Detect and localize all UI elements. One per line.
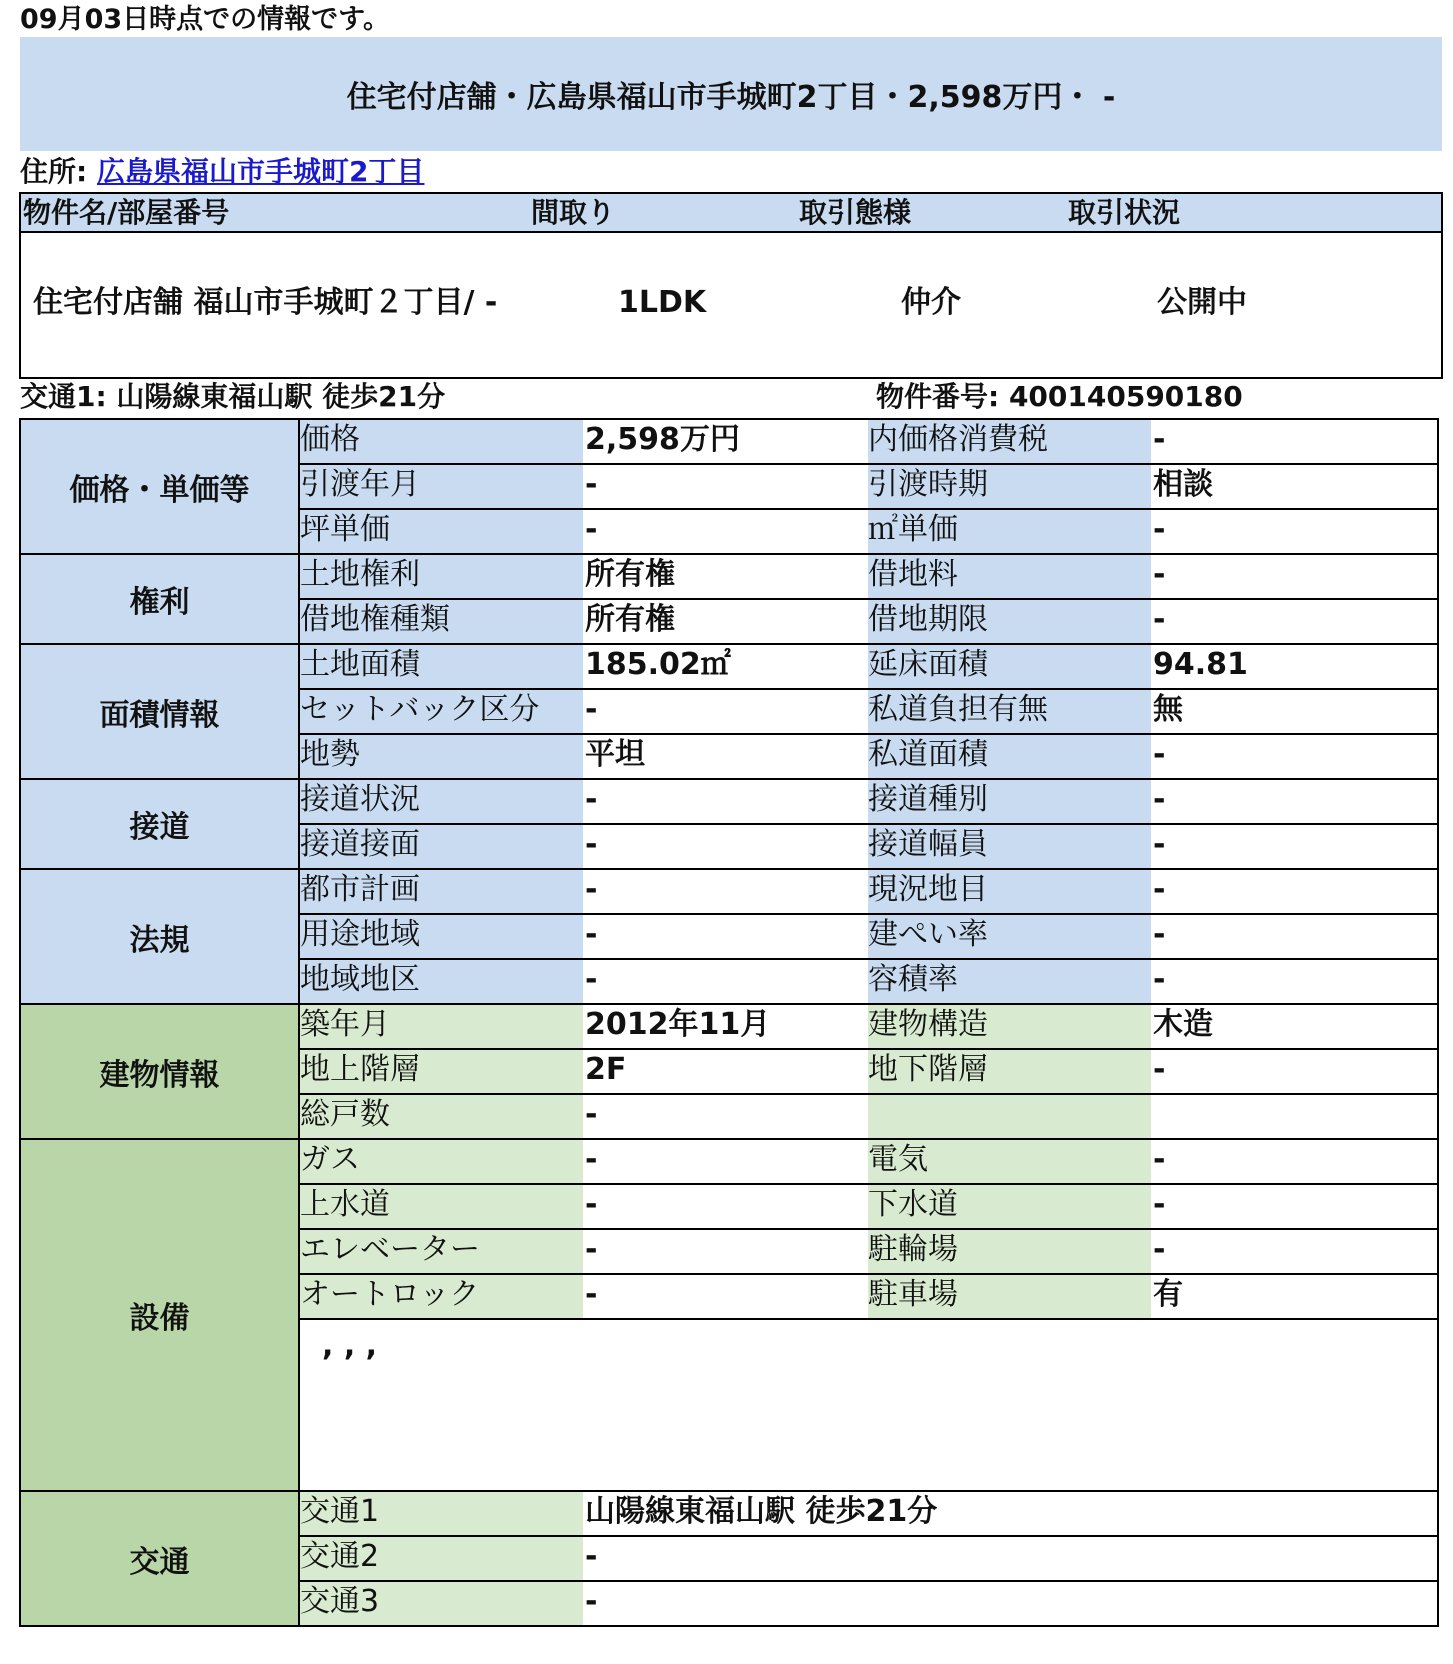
field-label: 引渡時期 bbox=[868, 465, 1151, 508]
field-label: 延床面積 bbox=[868, 645, 1151, 688]
field-value: 無 bbox=[1153, 692, 1183, 727]
field-value: - bbox=[1153, 827, 1166, 862]
field-label: 交通2 bbox=[300, 1537, 583, 1580]
field-label: 上水道 bbox=[300, 1185, 583, 1228]
address-line bbox=[20, 154, 424, 190]
field-label: 価格 bbox=[300, 420, 583, 463]
field-label: 引渡年月 bbox=[300, 465, 583, 508]
table-row bbox=[300, 463, 1439, 508]
table-row bbox=[300, 598, 1439, 643]
field-label: 接道接面 bbox=[300, 825, 583, 868]
table-row bbox=[300, 733, 1439, 778]
summary-name: 住宅付店舗 福山市手城町２丁目/ - bbox=[33, 285, 498, 320]
remarks-text: , , , bbox=[322, 1328, 378, 1363]
table-row bbox=[300, 1535, 1439, 1580]
field-label: 総戸数 bbox=[300, 1095, 583, 1138]
section-label: 建物情報 bbox=[19, 1003, 300, 1140]
field-value: - bbox=[1153, 962, 1166, 997]
section-label: 権利 bbox=[19, 553, 300, 645]
field-label: 坪単価 bbox=[300, 510, 583, 553]
field-value: 2,598万円 bbox=[585, 422, 740, 457]
field-value: 相談 bbox=[1153, 467, 1213, 502]
table-row bbox=[300, 958, 1439, 1003]
field-value: - bbox=[585, 782, 598, 817]
section-label: 法規 bbox=[19, 868, 300, 1005]
table-row bbox=[300, 1580, 1439, 1625]
date-note: 09月03日時点での情報です。 bbox=[20, 4, 390, 35]
field-label: 接道幅員 bbox=[868, 825, 1151, 868]
field-value: - bbox=[1153, 737, 1166, 772]
field-label: 私道負担有無 bbox=[868, 690, 1151, 733]
table-right-border bbox=[1437, 418, 1439, 1627]
field-label: 接道状況 bbox=[300, 780, 583, 823]
field-label: 土地面積 bbox=[300, 645, 583, 688]
field-value: - bbox=[585, 872, 598, 907]
field-label: 借地料 bbox=[868, 555, 1151, 598]
section-label: 交通 bbox=[19, 1490, 300, 1627]
field-label: 地上階層 bbox=[300, 1050, 583, 1093]
field-label: 借地期限 bbox=[868, 600, 1151, 643]
summary-status: 公開中 bbox=[1157, 285, 1247, 320]
property-number: 物件番号: 400140590180 bbox=[876, 380, 1243, 413]
field-value: - bbox=[585, 917, 598, 952]
field-label: 容積率 bbox=[868, 960, 1151, 1003]
remarks-cell bbox=[300, 1318, 1439, 1490]
address-link[interactable]: 広島県福山市手城町2丁目 bbox=[96, 155, 425, 188]
table-row bbox=[300, 508, 1439, 553]
table-row bbox=[300, 1093, 1439, 1138]
field-label: 地下階層 bbox=[868, 1050, 1151, 1093]
field-value: - bbox=[1153, 1052, 1166, 1087]
field-value: - bbox=[585, 1142, 598, 1177]
field-label: 地勢 bbox=[300, 735, 583, 778]
table-row bbox=[300, 868, 1439, 913]
field-value: - bbox=[585, 512, 598, 547]
field-label: ㎡単価 bbox=[868, 510, 1151, 553]
listing-title: 住宅付店舗・広島県福山市手城町2丁目・2,598万円・ - bbox=[346, 80, 1116, 115]
field-label: エレベーター bbox=[300, 1230, 583, 1273]
field-value: 木造 bbox=[1153, 1007, 1213, 1042]
field-value bbox=[1151, 1095, 1441, 1138]
field-label: 下水道 bbox=[868, 1185, 1151, 1228]
field-value: 平坦 bbox=[585, 737, 645, 772]
field-value: - bbox=[585, 1097, 598, 1132]
table-row bbox=[300, 1183, 1439, 1228]
field-label: 駐輪場 bbox=[868, 1230, 1151, 1273]
field-value: - bbox=[585, 1584, 598, 1619]
header-name: 物件名/部屋番号 bbox=[23, 196, 230, 229]
field-label: 電気 bbox=[868, 1140, 1151, 1183]
transit-line: 交通1: 山陽線東福山駅 徒歩21分 bbox=[20, 380, 446, 413]
table-row bbox=[300, 778, 1439, 823]
field-label: 交通3 bbox=[300, 1582, 583, 1625]
field-value: - bbox=[1153, 917, 1166, 952]
field-label: 駐車場 bbox=[868, 1275, 1151, 1318]
field-label: 築年月 bbox=[300, 1005, 583, 1048]
field-value: 有 bbox=[1153, 1277, 1183, 1312]
field-label: オートロック bbox=[300, 1275, 583, 1318]
field-label bbox=[868, 1095, 1151, 1138]
field-label: 私道面積 bbox=[868, 735, 1151, 778]
summary-layout: 1LDK bbox=[618, 285, 707, 320]
field-value: - bbox=[585, 962, 598, 997]
field-label: ガス bbox=[300, 1140, 583, 1183]
table-row bbox=[300, 1003, 1439, 1048]
field-label: 借地権種類 bbox=[300, 600, 583, 643]
field-value: - bbox=[585, 1539, 598, 1574]
header-deal: 取引態様 bbox=[799, 196, 912, 229]
field-value: - bbox=[1153, 1142, 1166, 1177]
field-value: - bbox=[1153, 422, 1166, 457]
field-value: - bbox=[1153, 1232, 1166, 1267]
table-row bbox=[300, 1273, 1439, 1318]
field-label: 建物構造 bbox=[868, 1005, 1151, 1048]
field-label: 交通1 bbox=[300, 1492, 583, 1535]
field-value: 185.02㎡ bbox=[585, 647, 731, 682]
field-value: 2F bbox=[585, 1052, 627, 1087]
header-status: 取引状況 bbox=[1068, 196, 1181, 229]
field-label: セットバック区分 bbox=[300, 690, 583, 733]
field-value: 所有権 bbox=[585, 602, 675, 637]
address-label: 住所: bbox=[20, 155, 88, 188]
table-row bbox=[300, 1228, 1439, 1273]
field-value: - bbox=[1153, 782, 1166, 817]
field-value: - bbox=[1153, 557, 1166, 592]
field-value: - bbox=[585, 692, 598, 727]
field-label: 現況地目 bbox=[868, 870, 1151, 913]
field-label: 都市計画 bbox=[300, 870, 583, 913]
field-value: 2012年11月 bbox=[585, 1007, 771, 1042]
listing-title-banner bbox=[20, 37, 1442, 151]
section-label: 設備 bbox=[19, 1138, 300, 1492]
field-value: - bbox=[585, 1277, 598, 1312]
field-value: - bbox=[1153, 872, 1166, 907]
field-value: 所有権 bbox=[585, 557, 675, 592]
summary-deal: 仲介 bbox=[901, 285, 961, 320]
section-label: 価格・単価等 bbox=[19, 418, 300, 555]
header-layout: 間取り bbox=[531, 196, 616, 229]
field-label: 建ぺい率 bbox=[868, 915, 1151, 958]
table-row bbox=[300, 913, 1439, 958]
table-row bbox=[300, 1048, 1439, 1093]
field-label: 内価格消費税 bbox=[868, 420, 1151, 463]
table-row bbox=[300, 688, 1439, 733]
field-value: 山陽線東福山駅 徒歩21分 bbox=[585, 1494, 938, 1529]
section-label: 接道 bbox=[19, 778, 300, 870]
field-value: - bbox=[585, 1232, 598, 1267]
field-value: - bbox=[585, 467, 598, 502]
field-value: - bbox=[1153, 602, 1166, 637]
field-label: 接道種別 bbox=[868, 780, 1151, 823]
table-row bbox=[300, 823, 1439, 868]
table-row bbox=[300, 1138, 1439, 1183]
field-value: - bbox=[585, 827, 598, 862]
table-row bbox=[300, 553, 1439, 598]
field-value: - bbox=[1153, 512, 1166, 547]
field-value: 94.81 bbox=[1153, 647, 1248, 682]
table-row bbox=[300, 1490, 1439, 1535]
field-label: 土地権利 bbox=[300, 555, 583, 598]
field-value: - bbox=[585, 1187, 598, 1222]
table-bottom-border bbox=[300, 1625, 1439, 1627]
table-row bbox=[300, 418, 1439, 463]
field-label: 用途地域 bbox=[300, 915, 583, 958]
summary-header bbox=[19, 192, 1443, 232]
summary-box bbox=[19, 231, 1443, 379]
table-row bbox=[300, 643, 1439, 688]
section-label: 面積情報 bbox=[19, 643, 300, 780]
field-value: - bbox=[1153, 1187, 1166, 1222]
field-label: 地域地区 bbox=[300, 960, 583, 1003]
